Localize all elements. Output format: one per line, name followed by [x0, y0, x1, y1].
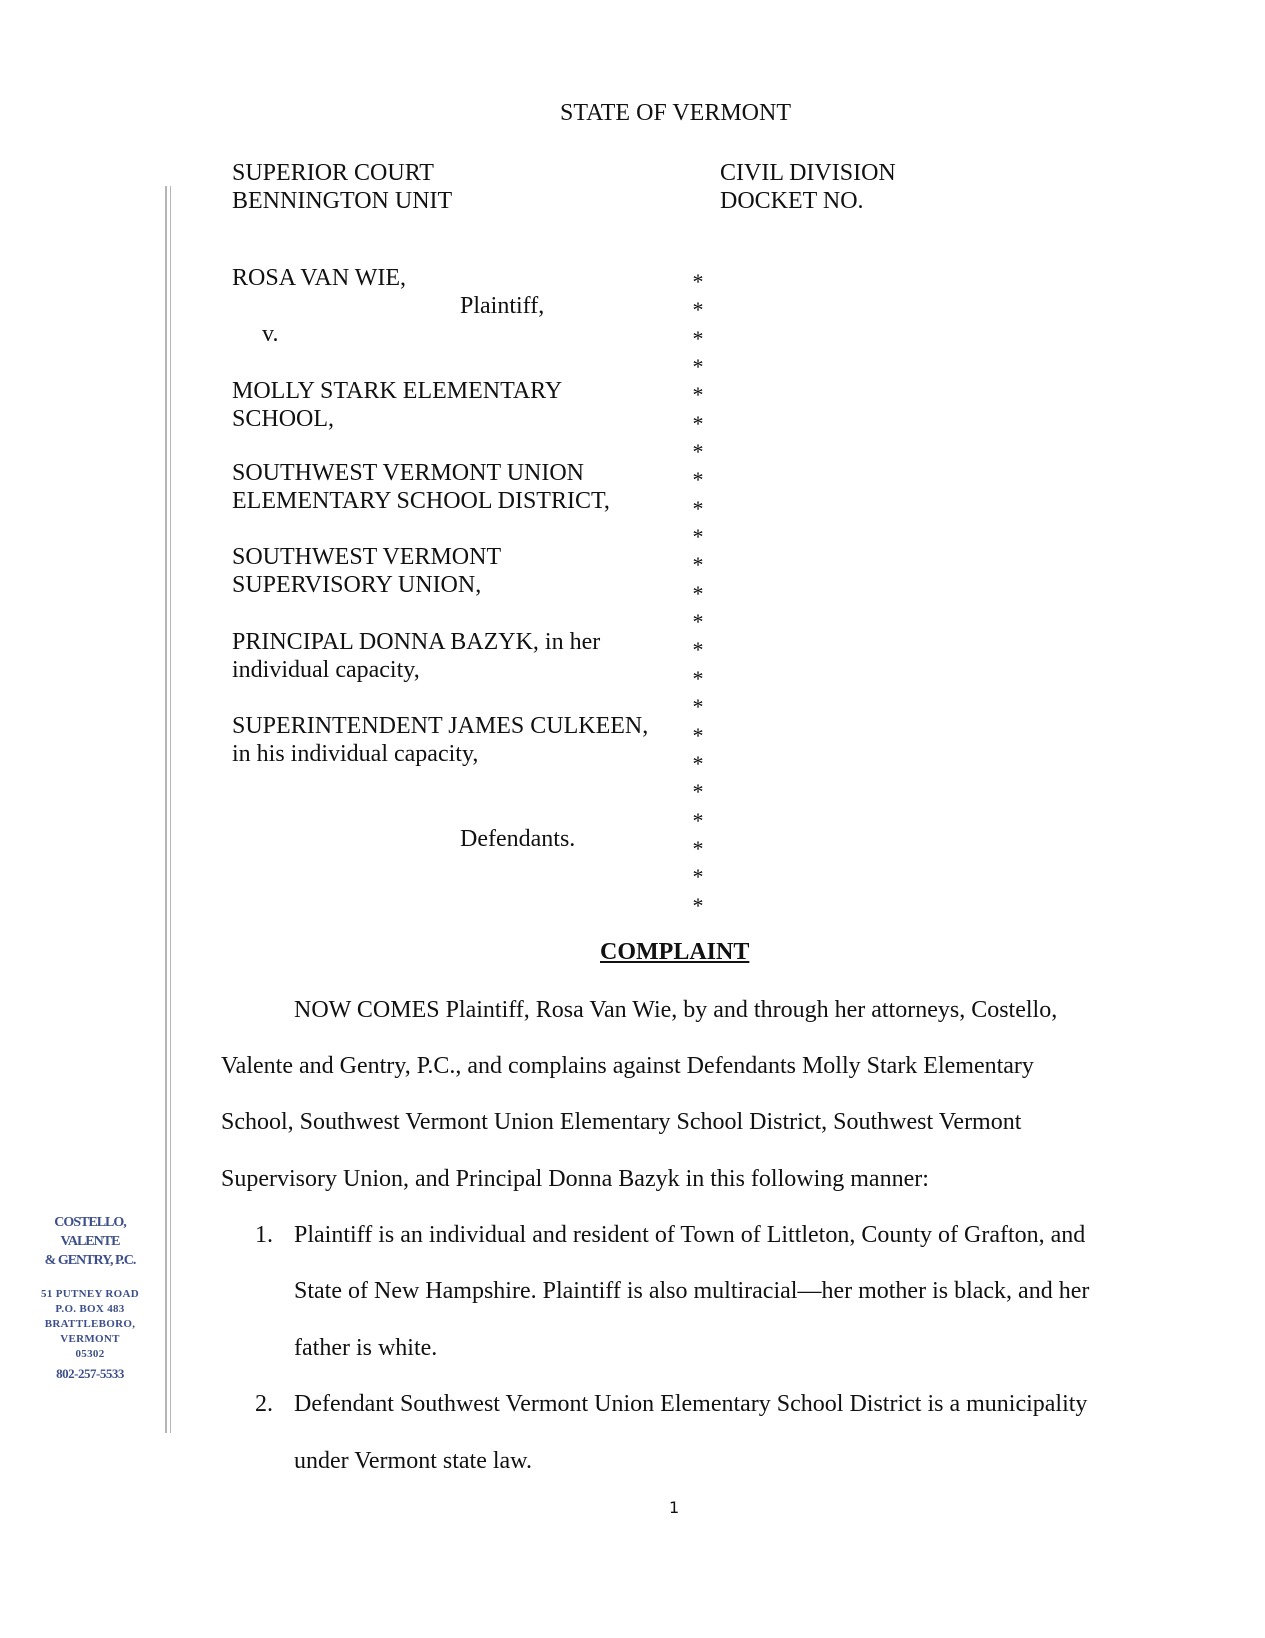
court-unit: BENNINGTON UNIT: [232, 188, 453, 214]
caption-asterisk-column: [688, 268, 708, 920]
firm-name-line: COSTELLO,: [54, 1215, 126, 1230]
defendant-principal-line1: PRINCIPAL DONNA BAZYK, in her: [232, 629, 601, 655]
caption-asterisk: *: [692, 410, 704, 436]
firm-address-line: 05302: [75, 1348, 105, 1360]
paragraph-number: 1.: [255, 1222, 273, 1248]
paragraph-line: father is white.: [294, 1335, 438, 1361]
intro-line: School, Southwest Vermont Union Elementary School District, Southwest Vermont: [221, 1109, 1022, 1135]
caption-asterisk: *: [692, 354, 704, 380]
caption-asterisk: *: [692, 495, 704, 521]
caption-asterisk: *: [692, 722, 704, 748]
complaint-heading: COMPLAINT: [600, 939, 750, 965]
firm-phone: 802-257-5533: [56, 1366, 124, 1381]
intro-line: Valente and Gentry, P.C., and complains against Defendants Molly Stark Elementary: [221, 1053, 1034, 1079]
defendants-role: Defendants.: [460, 826, 576, 852]
caption-asterisk: *: [692, 297, 704, 323]
caption-asterisk: *: [692, 467, 704, 493]
defendant-principal-line2: individual capacity,: [232, 657, 420, 683]
plaintiff-name: ROSA VAN WIE,: [232, 265, 407, 291]
caption-asterisk: *: [692, 637, 704, 663]
firm-name-line: & GENTRY, P.C.: [44, 1253, 136, 1268]
firm-address-line: BRATTLEBORO,: [44, 1318, 136, 1330]
caption-asterisk: *: [692, 694, 704, 720]
court-name: SUPERIOR COURT: [232, 160, 434, 186]
caption-asterisk: *: [692, 325, 704, 351]
defendant-union-line1: SOUTHWEST VERMONT: [232, 544, 502, 570]
caption-asterisk: *: [692, 552, 704, 578]
paragraph-line: under Vermont state law.: [294, 1448, 532, 1474]
firm-address: [30, 1287, 150, 1362]
state-title: STATE OF VERMONT: [560, 100, 791, 126]
caption-asterisk: *: [692, 269, 704, 294]
caption-asterisk: *: [692, 864, 704, 890]
firm-name-line: VALENTE: [60, 1234, 120, 1249]
caption-asterisk: *: [692, 835, 704, 861]
intro-line: Supervisory Union, and Principal Donna Bazyk in this following manner:: [221, 1166, 929, 1192]
defendant-superintendent-line2: in his individual capacity,: [232, 741, 479, 767]
firm-address-line: VERMONT: [60, 1333, 120, 1345]
paragraph-line: Defendant Southwest Vermont Union Elementary School District is a municipality: [294, 1391, 1088, 1417]
paragraph-line: Plaintiff is an individual and resident of Town of Littleton, County of Grafton, and: [294, 1222, 1086, 1248]
firm-name: [30, 1213, 150, 1270]
caption-asterisk: *: [692, 524, 704, 550]
caption-asterisk: *: [692, 779, 704, 805]
defendant-union-line2: SUPERVISORY UNION,: [232, 572, 482, 598]
paragraph-line: State of New Hampshire. Plaintiff is also multiracial—her mother is black, and her: [294, 1278, 1090, 1304]
margin-rule: [165, 186, 167, 1433]
docket-number: DOCKET NO.: [720, 188, 864, 214]
firm-address-line: P.O. BOX 483: [55, 1303, 125, 1315]
caption-asterisk: *: [692, 439, 704, 465]
caption-asterisk: *: [692, 580, 704, 606]
defendant-district-line1: SOUTHWEST VERMONT UNION: [232, 460, 585, 486]
defendant-molly-stark-line1: MOLLY STARK ELEMENTARY: [232, 378, 563, 404]
caption-asterisk: *: [692, 892, 704, 918]
defendant-molly-stark-line2: SCHOOL,: [232, 406, 335, 432]
firm-address-line: 51 PUTNEY ROAD: [41, 1288, 139, 1300]
margin-rule-inner: [170, 186, 171, 1433]
civil-division: CIVIL DIVISION: [720, 160, 896, 186]
versus: v.: [262, 321, 279, 347]
defendant-superintendent-line1: SUPERINTENDENT JAMES CULKEEN,: [232, 713, 649, 739]
caption-asterisk: *: [692, 807, 704, 833]
caption-asterisk: *: [692, 382, 704, 408]
caption-asterisk: *: [692, 609, 704, 635]
plaintiff-role: Plaintiff,: [460, 293, 545, 319]
paragraph-number: 2.: [255, 1391, 273, 1417]
page-number: 1: [669, 1498, 680, 1517]
defendant-district-line2: ELEMENTARY SCHOOL DISTRICT,: [232, 488, 610, 514]
caption-asterisk: *: [692, 750, 704, 776]
intro-line: NOW COMES Plaintiff, Rosa Van Wie, by and through her attorneys, Costello,: [294, 997, 1058, 1023]
caption-asterisk: *: [692, 665, 704, 691]
